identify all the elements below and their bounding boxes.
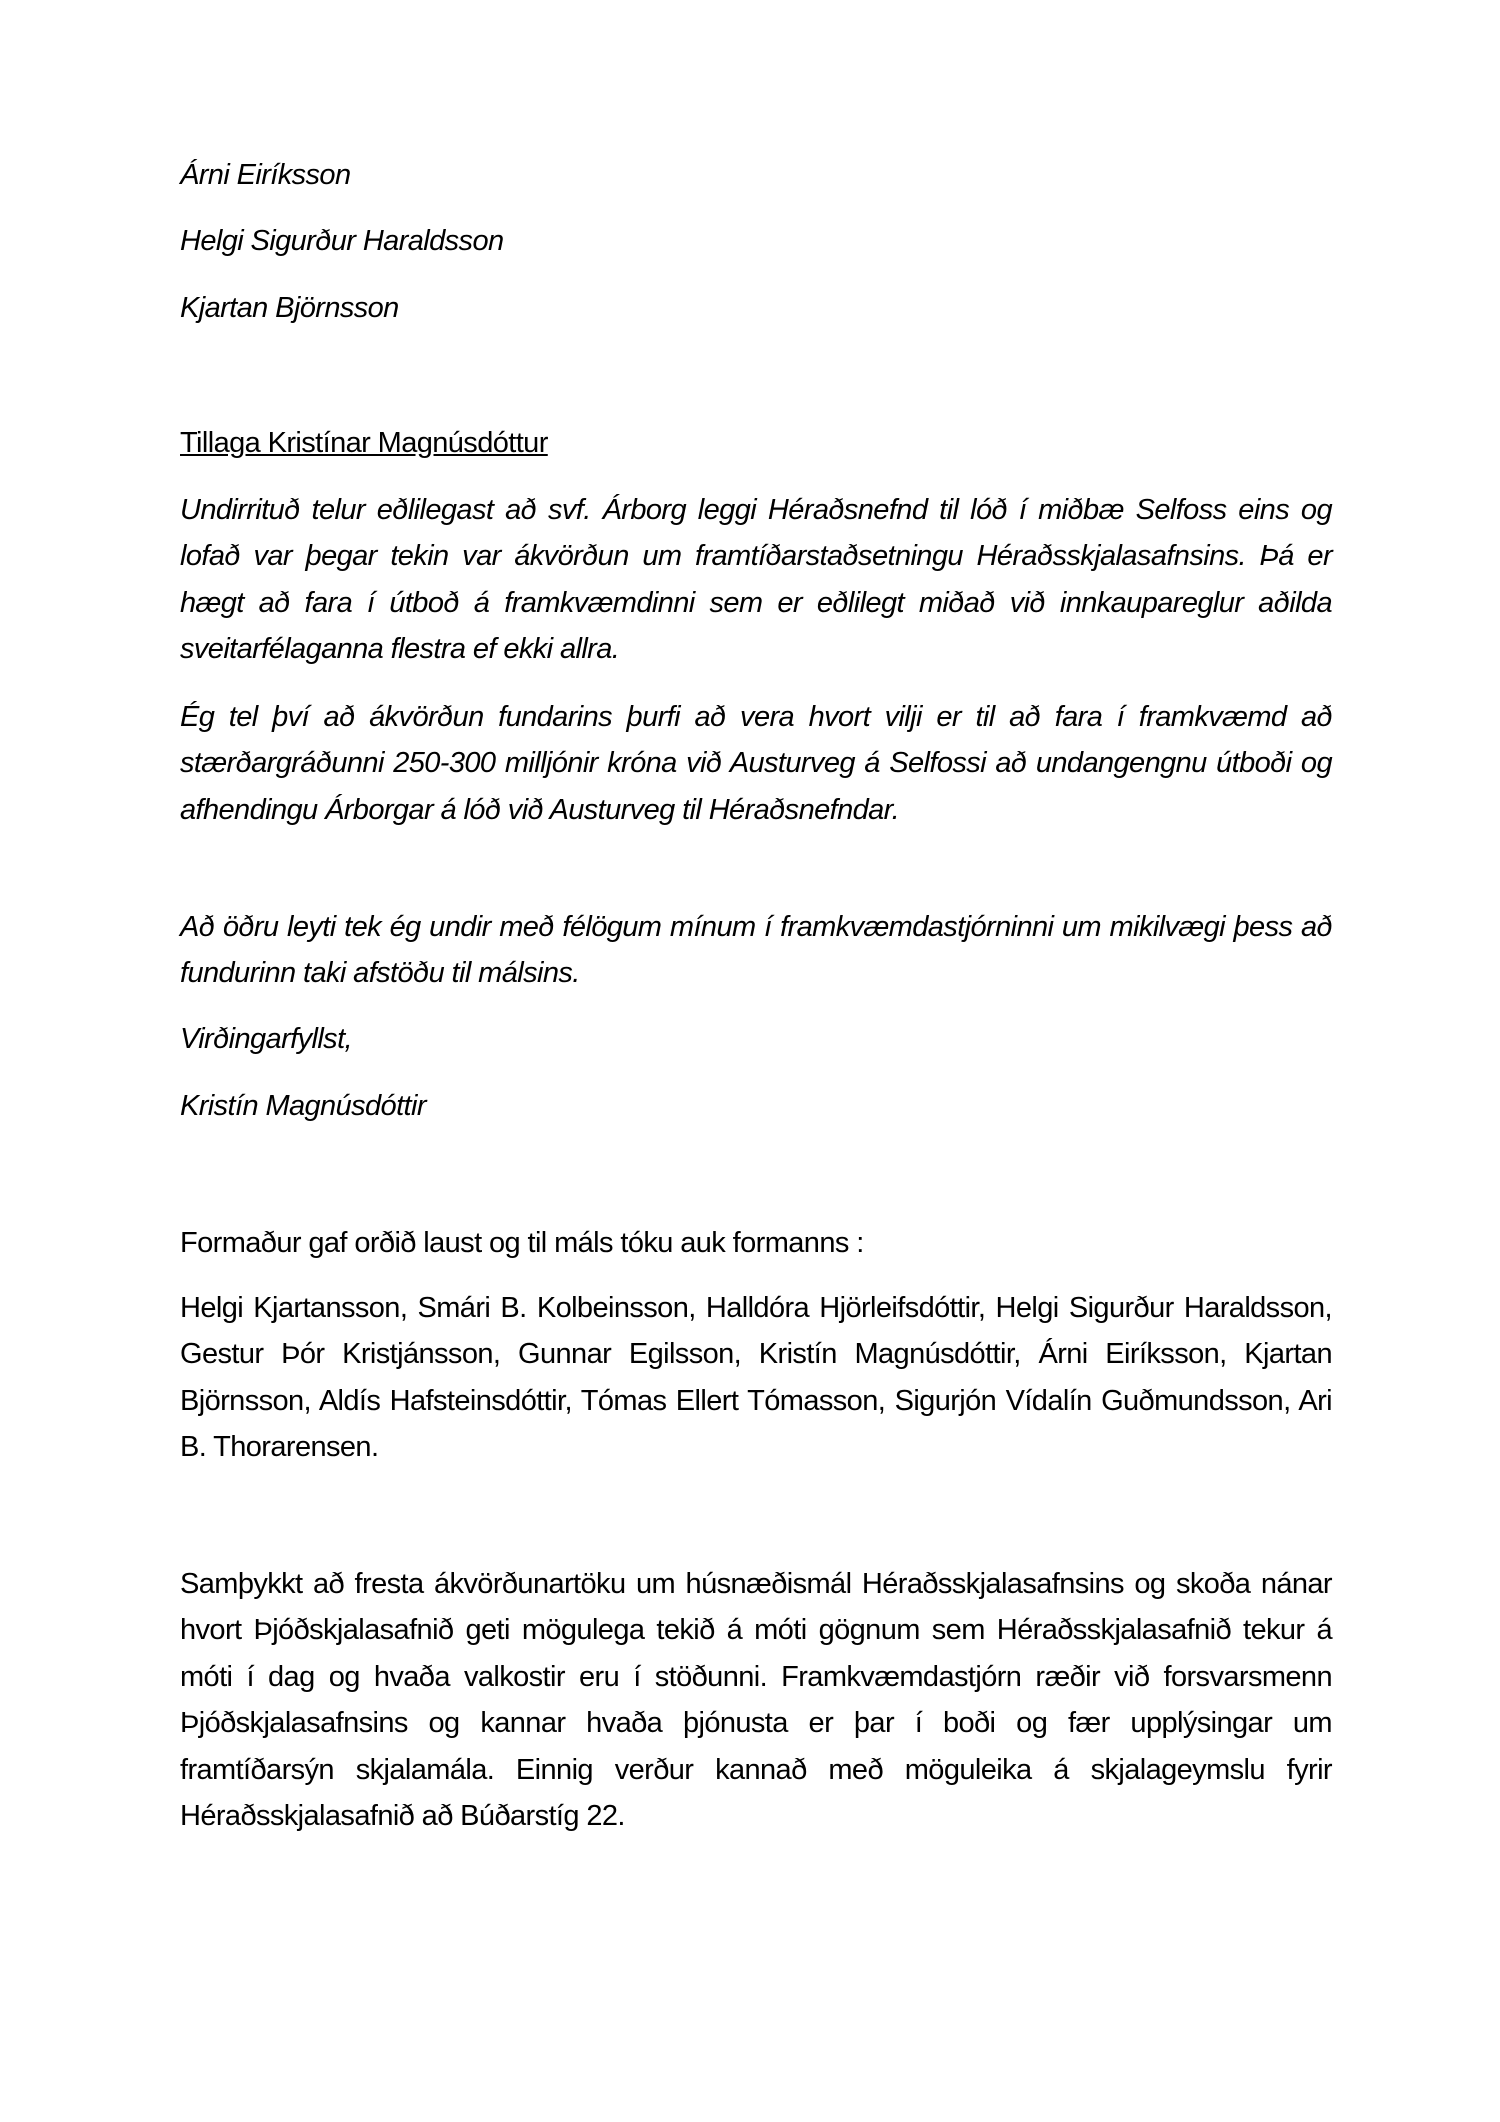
proposal-paragraph: Að öðru leyti tek ég undir með félögum mínum í framkvæmdastjórninni um mikilvægi þess að fundurinn taki afstöðu til málsins.	[180, 911, 1332, 990]
speakers-list: Helgi Kjartansson, Smári B. Kolbeinsson, Halldóra Hjörleifsdóttir, Helgi Sigurður Haraldsson, Gestur Þór Kristjánsson, Gunnar Egilsson, Kristín Magnúsdóttir, Árni Eiríksson, Kjartan Björnsson, Aldís Hafsteinsdóttir, Tómas Ellert Tómasson, Sigurjón Vídalín Guðmundsson, Ari B. Thorarensen.	[180, 1292, 1332, 1464]
proposal-paragraph: Ég tel því að ákvörðun fundarins þurfi að vera hvort vilji er til að fara í framkvæmd að stærðargráðunni 250-300 milljónir króna við Austurveg á Selfossi að undangengnu útboði og afhendingu Árborgar á lóð við Austurveg til Héraðsnefndar.	[180, 701, 1332, 826]
proposal-paragraph: Undirrituð telur eðlilegast að svf. Árborg leggi Héraðsnefnd til lóð í miðbæ Selfoss eins og lofað var þegar tekin var ákvörðun um framtíðarstaðsetningu Héraðsskjalasafnsins. Þá er hægt að fara í útboð á framkvæmdinni sem er eðlilegt miðað við innkaupareglur aðilda sveitarfélaganna flestra ef ekki allra.	[180, 494, 1332, 666]
signatory-name: Kjartan Björnsson	[180, 292, 399, 324]
proposal-heading: Tillaga Kristínar Magnúsdóttur	[180, 427, 548, 459]
signatory-name: Árni Eiríksson	[180, 159, 351, 191]
proposal-closing: Virðingarfyllst,	[180, 1023, 352, 1055]
proposal-signature: Kristín Magnúsdóttir	[180, 1090, 426, 1122]
discussion-intro: Formaður gaf orðið laust og til máls tóku auk formanns :	[180, 1227, 864, 1259]
signatory-name: Helgi Sigurður Haraldsson	[180, 225, 504, 257]
resolution-paragraph: Samþykkt að fresta ákvörðunartöku um húsnæðismál Héraðsskjalasafnsins og skoða nánar hvort Þjóðskjalasafnið geti mögulega tekið á móti gögnum sem Héraðsskjalasafnið tekur á móti í dag og hvaða valkostir eru í stöðunni. Framkvæmdastjórn ræðir við forsvarsmenn Þjóðskjalasafnsins og kannar hvaða þjónusta er þar í boði og fær upplýsingar um framtíðarsýn skjalamála. Einnig verður kannað með möguleika á skjalageymslu fyrir Héraðsskjalasafnið að Búðarstíg 22.	[180, 1568, 1332, 1833]
